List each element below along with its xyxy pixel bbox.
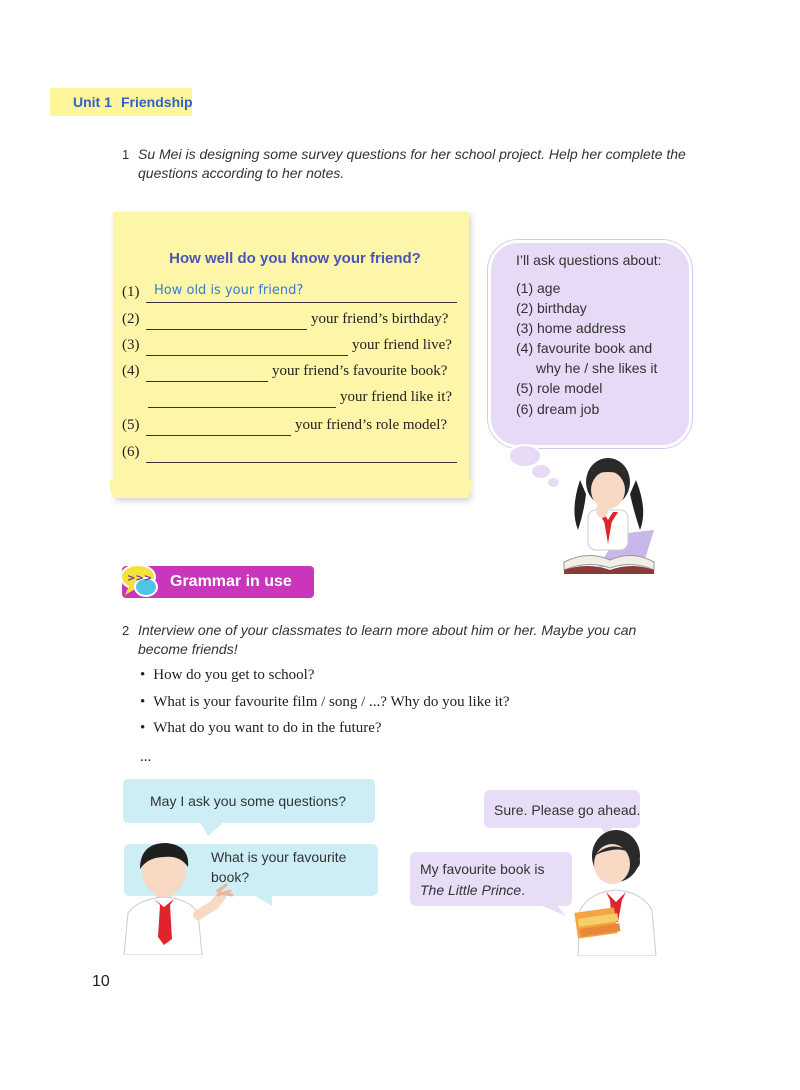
- bullet-item: • What is your favourite film / song / ...? Why do you like it?: [140, 694, 510, 710]
- survey-row-3: [122, 337, 467, 359]
- thought-item: why he / she likes it: [536, 360, 658, 376]
- thought-item: (2) birthday: [516, 300, 587, 316]
- girl-reading-illustration: [558, 450, 658, 578]
- row-text: your friend’s role model?: [295, 417, 448, 433]
- row-text: your friend like it?: [340, 389, 453, 405]
- thought-item: (4) favourite book and: [516, 340, 653, 356]
- boy-line-1: May I ask you some questions?: [150, 793, 347, 809]
- grammar-icon-glyph: >>>: [127, 573, 153, 584]
- thought-item: (1) age: [516, 280, 561, 296]
- girl-line-2a: My favourite book is: [420, 861, 545, 877]
- exercise-2-number: 2: [122, 623, 130, 638]
- bullet-item: • What do you want to do in the future?: [140, 720, 382, 736]
- exercise-1-instruction-line2: questions according to her notes.: [138, 165, 345, 181]
- row-number: (3): [122, 337, 140, 353]
- answer-blank[interactable]: [146, 417, 291, 436]
- row-text: your friend’s birthday?: [311, 311, 449, 327]
- survey-row-4b: [122, 389, 467, 411]
- exercise-1-number: 1: [122, 147, 130, 162]
- note-title: How well do you know your friend?: [169, 250, 421, 267]
- boy-line-2b: book?: [211, 869, 250, 885]
- thought-heading: I’ll ask questions about:: [516, 252, 662, 268]
- row-number: (5): [122, 417, 140, 433]
- survey-row-1: [122, 284, 467, 306]
- answer-blank[interactable]: [146, 363, 268, 382]
- bullet-item: • How do you get to school?: [140, 667, 315, 683]
- page-number: 10: [92, 973, 110, 990]
- grammar-in-use-label: Grammar in use: [170, 573, 292, 590]
- book-title: The Little Prince: [420, 882, 522, 898]
- row-number: (1): [122, 284, 140, 300]
- row-text: your friend live?: [352, 337, 452, 353]
- handwritten-answer: How old is your friend?: [154, 283, 304, 298]
- answer-blank[interactable]: [148, 389, 336, 408]
- row-number: (2): [122, 311, 140, 327]
- answer-blank[interactable]: [146, 444, 457, 463]
- survey-row-4: [122, 363, 467, 385]
- survey-row-2: [122, 311, 467, 333]
- speech-bubbles-icon: [119, 561, 163, 601]
- bullet-text: How do you get to school?: [153, 667, 315, 683]
- thought-item: (3) home address: [516, 320, 626, 336]
- answer-blank[interactable]: [146, 311, 307, 330]
- exercise-2-instruction-line2: become friends!: [138, 641, 238, 657]
- row-number: (4): [122, 363, 140, 379]
- girl-line-2b: [420, 880, 525, 900]
- unit-number: Unit 1: [73, 94, 112, 110]
- survey-row-6: [122, 444, 467, 466]
- girl-line-1: Sure. Please go ahead.: [494, 802, 641, 818]
- ellipsis: ...: [140, 749, 152, 765]
- survey-row-5: [122, 417, 467, 439]
- bullet-text: What do you want to do in the future?: [153, 720, 382, 736]
- thought-item: (5) role model: [516, 380, 603, 396]
- exercise-2-instruction-line1: Interview one of your classmates to learn more about him or her. Maybe you can: [138, 622, 637, 638]
- girl-with-books-illustration: [572, 826, 662, 956]
- row-text: your friend’s favourite book?: [272, 363, 448, 379]
- boy-line-2a: What is your favourite: [211, 849, 347, 865]
- row-number: (6): [122, 444, 140, 460]
- answer-blank[interactable]: [146, 284, 457, 303]
- thought-item: (6) dream job: [516, 401, 600, 417]
- unit-name: Friendship: [121, 94, 193, 110]
- bullet-text: What is your favourite film / song / ...? Why do you like it?: [153, 694, 510, 710]
- boy-waving-illustration: [118, 835, 238, 955]
- exercise-1-instruction-line1: Su Mei is designing some survey questions for her school project. Help her complete the: [138, 146, 686, 162]
- sentence-end: .: [521, 882, 526, 898]
- note-torn-edge: [110, 480, 472, 502]
- answer-blank[interactable]: [146, 337, 348, 356]
